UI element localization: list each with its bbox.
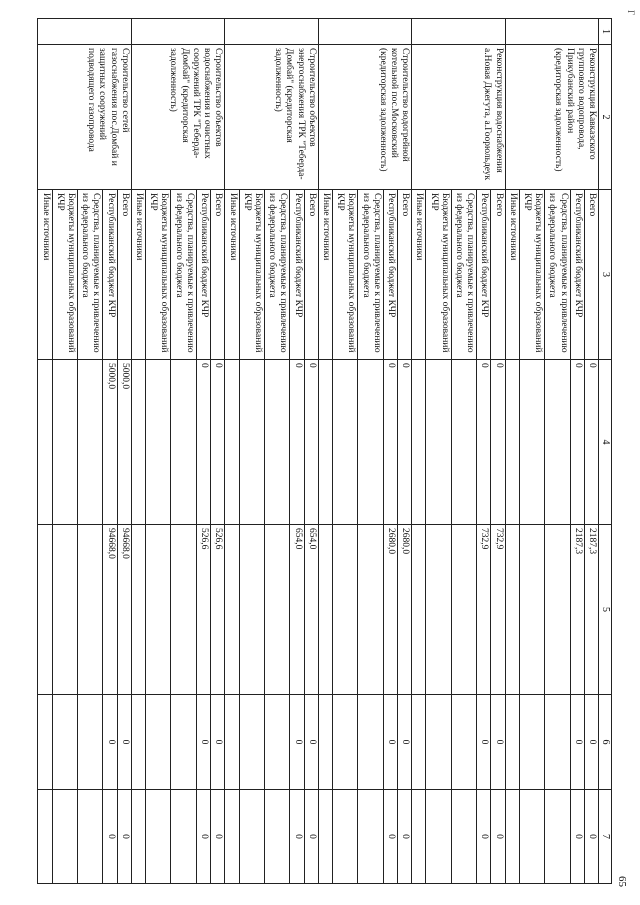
amount-cell-c7 [412,790,426,884]
amount-cell-c4 [451,360,476,525]
row-number-cell [131,19,224,45]
amount-cell-c7: 0 [491,790,505,884]
amount-cell-c7: 0 [584,790,598,884]
amount-cell-c4: 5000,0 [103,360,117,525]
amount-cell-c7 [146,790,171,884]
amount-cell-c7 [38,790,52,884]
funding-source-cell: Средства, планируемые к привлечению из федерального бюджета [358,190,383,360]
amount-cell-c5: 654,0 [304,525,318,695]
amount-cell-c7 [225,790,239,884]
amount-cell-c4 [171,360,196,525]
amount-cell-c7 [239,790,264,884]
amount-cell-c4: 0 [290,360,304,525]
margin-mark: Г [626,10,636,16]
amount-cell-c6 [451,695,476,790]
column-number-row [599,19,612,884]
funding-source-cell: Республиканский бюджет КЧР [477,190,491,360]
amount-cell-c4 [78,360,103,525]
amount-cell-c4 [318,360,332,525]
amount-cell-c4: 0 [570,360,584,525]
amount-cell-c6 [171,695,196,790]
object-name-cell: Реконструкция Кавказского группового водопровода, Прикубанский район (кредиторская задолженность) [505,45,598,190]
amount-cell-c6 [131,695,145,790]
object-name-cell: Реконструкция водоснабжения а.Новая Джегута, а.Гоорюльдеук [412,45,505,190]
amount-cell-c5 [239,525,264,695]
funding-source-cell: Бюджеты муниципальных образований КЧР [332,190,357,360]
amount-cell-c7: 0 [304,790,318,884]
col-header: 5 [599,525,612,695]
amount-cell-c5 [426,525,451,695]
amount-cell-c5 [225,525,239,695]
amount-cell-c5 [146,525,171,695]
amount-cell-c7 [78,790,103,884]
amount-cell-c7: 0 [397,790,411,884]
page-number: 65 [616,876,628,887]
amount-cell-c6 [239,695,264,790]
col-header: 2 [599,45,612,190]
amount-cell-c6 [412,695,426,790]
amount-cell-c7: 0 [196,790,210,884]
amount-cell-c4 [505,360,519,525]
funding-source-cell: Бюджеты муниципальных образований КЧР [519,190,544,360]
amount-cell-c6: 0 [117,695,131,790]
funding-source-cell: Бюджеты муниципальных образований КЧР [146,190,171,360]
amount-cell-c5 [332,525,357,695]
funding-source-cell: Всего [304,190,318,360]
amount-cell-c6 [358,695,383,790]
amount-cell-c6 [332,695,357,790]
funding-source-cell: Иные источники [131,190,145,360]
funding-source-cell: Всего [584,190,598,360]
amount-cell-c5 [358,525,383,695]
amount-cell-c6 [264,695,289,790]
amount-cell-c7 [332,790,357,884]
amount-cell-c4: 0 [304,360,318,525]
amount-cell-c5 [519,525,544,695]
funding-source-cell: Республиканский бюджет КЧР [383,190,397,360]
amount-cell-c7 [131,790,145,884]
amount-cell-c7: 0 [117,790,131,884]
table-row [491,19,505,884]
amount-cell-c7 [451,790,476,884]
amount-cell-c5 [318,525,332,695]
amount-cell-c7 [505,790,519,884]
col-header: 1 [599,19,612,45]
funding-source-cell: Бюджеты муниципальных образований КЧР [239,190,264,360]
object-name-cell: Строительство сетей газоснабжения пос.Домбай и защитных сооружений подводящего газопровода [38,45,131,190]
amount-cell-c6 [426,695,451,790]
amount-cell-c6 [52,695,77,790]
row-number-cell [505,19,598,45]
amount-cell-c6 [519,695,544,790]
funding-source-cell: Всего [397,190,411,360]
funding-source-cell: Всего [211,190,225,360]
amount-cell-c6: 0 [397,695,411,790]
amount-cell-c5: 2680,0 [397,525,411,695]
amount-cell-c5: 94668,0 [103,525,117,695]
amount-cell-c4: 0 [211,360,225,525]
amount-cell-c5: 732,9 [477,525,491,695]
amount-cell-c5 [505,525,519,695]
object-name-cell: Строительство объектов энергоснабжения ТРК "Теберда-Домбай" (кредиторская задолженность) [225,45,318,190]
amount-cell-c5: 2680,0 [383,525,397,695]
amount-cell-c5 [451,525,476,695]
budget-table [37,18,612,884]
amount-cell-c5: 732,9 [491,525,505,695]
amount-cell-c5 [412,525,426,695]
amount-cell-c5 [264,525,289,695]
amount-cell-c6: 0 [304,695,318,790]
amount-cell-c6: 0 [290,695,304,790]
amount-cell-c6: 0 [584,695,598,790]
col-header: 4 [599,360,612,525]
col-header: 3 [599,190,612,360]
funding-source-cell: Иные источники [225,190,239,360]
object-name-cell: Строительство водогрейной котельной пос.Московский (кредиторская задолженность) [318,45,411,190]
funding-source-cell: Республиканский бюджет КЧР [103,190,117,360]
amount-cell-c7: 0 [290,790,304,884]
funding-source-cell: Всего [117,190,131,360]
amount-cell-c6: 0 [196,695,210,790]
amount-cell-c6: 0 [383,695,397,790]
funding-source-cell: Средства, планируемые к привлечению из федерального бюджета [171,190,196,360]
amount-cell-c7 [519,790,544,884]
row-number-cell [412,19,505,45]
amount-cell-c4 [426,360,451,525]
funding-source-cell: Средства, планируемые к привлечению из федерального бюджета [545,190,570,360]
row-number-cell [225,19,318,45]
amount-cell-c4 [412,360,426,525]
amount-cell-c6 [38,695,52,790]
amount-cell-c6: 0 [103,695,117,790]
col-header: 6 [599,695,612,790]
funding-source-cell: Республиканский бюджет КЧР [570,190,584,360]
amount-cell-c5 [131,525,145,695]
amount-cell-c4 [264,360,289,525]
amount-cell-c6 [545,695,570,790]
amount-cell-c6 [146,695,171,790]
amount-cell-c4: 0 [196,360,210,525]
amount-cell-c4 [239,360,264,525]
amount-cell-c4 [358,360,383,525]
funding-source-cell: Иные источники [412,190,426,360]
amount-cell-c6 [505,695,519,790]
amount-cell-c4: 5000,0 [117,360,131,525]
amount-cell-c6 [225,695,239,790]
amount-cell-c7 [171,790,196,884]
amount-cell-c5 [38,525,52,695]
amount-cell-c6: 0 [491,695,505,790]
amount-cell-c7: 0 [211,790,225,884]
amount-cell-c5: 2187,3 [570,525,584,695]
amount-cell-c4 [38,360,52,525]
funding-source-cell: Средства, планируемые к привлечению из федерального бюджета [451,190,476,360]
object-name-cell: Строительство объектов водоснабжения и очистных сооружений ТРК "Теберда-Домбай" (кредиторская задолженность) [131,45,224,190]
amount-cell-c5: 526,6 [211,525,225,695]
amount-cell-c4: 0 [477,360,491,525]
amount-cell-c5 [171,525,196,695]
funding-source-cell: Иные источники [318,190,332,360]
amount-cell-c4 [52,360,77,525]
amount-cell-c6 [78,695,103,790]
table-row [584,19,598,884]
amount-cell-c7 [358,790,383,884]
amount-cell-c4 [519,360,544,525]
funding-source-cell: Республиканский бюджет КЧР [196,190,210,360]
funding-source-cell: Средства, планируемые к привлечению из федерального бюджета [264,190,289,360]
amount-cell-c7: 0 [477,790,491,884]
amount-cell-c5 [78,525,103,695]
amount-cell-c5: 2187,3 [584,525,598,695]
amount-cell-c7: 0 [383,790,397,884]
amount-cell-c6: 0 [570,695,584,790]
amount-cell-c7 [545,790,570,884]
table-row [211,19,225,884]
amount-cell-c5: 654,0 [290,525,304,695]
amount-cell-c5: 526,6 [196,525,210,695]
amount-cell-c7 [52,790,77,884]
funding-source-cell: Всего [491,190,505,360]
funding-source-cell: Бюджеты муниципальных образований КЧР [52,190,77,360]
table-body [38,19,599,884]
funding-source-cell: Иные источники [38,190,52,360]
table-row [117,19,131,884]
amount-cell-c4: 0 [383,360,397,525]
amount-cell-c5 [545,525,570,695]
table-row [397,19,411,884]
amount-cell-c6: 0 [211,695,225,790]
row-number-cell [318,19,411,45]
amount-cell-c6 [318,695,332,790]
amount-cell-c4 [131,360,145,525]
amount-cell-c4: 0 [584,360,598,525]
funding-source-cell: Иные источники [505,190,519,360]
amount-cell-c4: 0 [397,360,411,525]
funding-source-cell: Республиканский бюджет КЧР [290,190,304,360]
amount-cell-c7 [264,790,289,884]
funding-source-cell: Бюджеты муниципальных образований КЧР [426,190,451,360]
amount-cell-c4 [545,360,570,525]
funding-source-cell: Средства, планируемые к привлечению из федерального бюджета [78,190,103,360]
amount-cell-c7 [318,790,332,884]
amount-cell-c7 [426,790,451,884]
amount-cell-c4 [146,360,171,525]
amount-cell-c7: 0 [103,790,117,884]
table-row [304,19,318,884]
amount-cell-c4 [332,360,357,525]
amount-cell-c6: 0 [477,695,491,790]
amount-cell-c4 [225,360,239,525]
col-header: 7 [599,790,612,884]
row-number-cell [38,19,131,45]
amount-cell-c5: 94668,0 [117,525,131,695]
amount-cell-c4: 0 [491,360,505,525]
amount-cell-c7: 0 [570,790,584,884]
amount-cell-c5 [52,525,77,695]
